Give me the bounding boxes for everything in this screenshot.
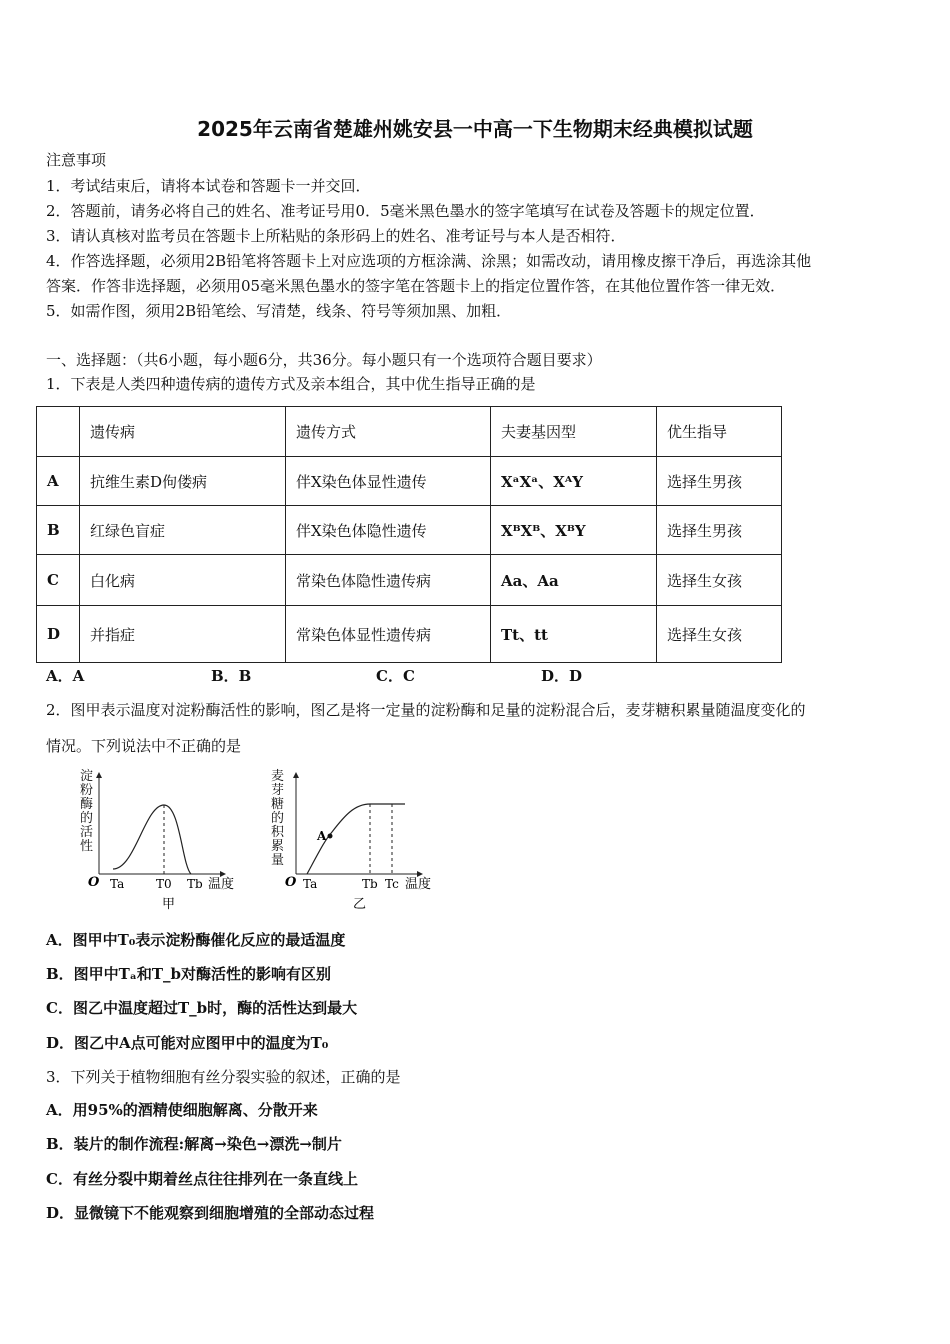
notice-item: 3．请认真核对监考员在答题卡上所粘贴的条形码上的姓名、准考证号与本人是否相符． bbox=[46, 227, 626, 245]
table-header: 优生指导 bbox=[657, 407, 782, 457]
table-cell: 选择生女孩 bbox=[657, 606, 782, 663]
q3-option: D．显微镜下不能观察到细胞增殖的全部动态过程 bbox=[46, 1204, 375, 1222]
option: C．C bbox=[376, 667, 415, 685]
y-label-yi: 麦芽糖的积累量 bbox=[271, 769, 285, 868]
option: D．D bbox=[541, 667, 583, 685]
table-cell: 红绿色盲症 bbox=[80, 506, 286, 555]
notice-item: 1．考试结束后，请将本试卷和答题卡一并交回． bbox=[46, 177, 371, 195]
tick-label: Tb bbox=[187, 877, 203, 891]
table-header-row bbox=[37, 407, 782, 457]
origin-label: O bbox=[88, 875, 100, 890]
table-header: 夫妻基因型 bbox=[491, 407, 657, 457]
option: A．A bbox=[46, 667, 85, 685]
table-row bbox=[37, 457, 782, 506]
tick-label: Ta bbox=[110, 877, 125, 891]
q3-option: B．装片的制作流程:解离→染色→漂洗→制片 bbox=[46, 1135, 342, 1153]
table-header bbox=[37, 407, 80, 457]
table-row bbox=[37, 555, 782, 606]
caption: 乙 bbox=[353, 897, 367, 912]
table-cell: Aa、Aa bbox=[491, 555, 657, 606]
option: B．B bbox=[211, 667, 252, 685]
table-cell: 抗维生素D佝偻病 bbox=[80, 457, 286, 506]
q3-stem: 3．下列关于植物细胞有丝分裂实验的叙述，正确的是 bbox=[46, 1068, 401, 1086]
table-cell: Tt、tt bbox=[491, 606, 657, 663]
q2-option: B．图甲中Tₐ和T_b对酶活性的影响有区别 bbox=[46, 965, 331, 983]
table-cell: 选择生男孩 bbox=[657, 457, 782, 506]
q1-stem: 1．下表是人类四种遗传病的遗传方式及亲本组合，其中优生指导正确的是 bbox=[46, 375, 536, 393]
q2-option: D．图乙中A点可能对应图甲中的温度为T₀ bbox=[46, 1034, 329, 1052]
notice-item: 2．答题前，请务必将自己的姓名、准考证号用0．5毫米黑色墨水的签字笔填写在试卷及答题卡的规定位置． bbox=[46, 202, 765, 220]
table-cell: XᵃXᵃ、XᴬY bbox=[491, 457, 657, 506]
q2-stem: 2．图甲表示温度对淀粉酶活性的影响，图乙是将一定量的淀粉酶和足量的淀粉混合后，麦芽糖积累量随温度变化的 bbox=[46, 701, 806, 719]
table-cell: 白化病 bbox=[80, 555, 286, 606]
table-cell: 选择生女孩 bbox=[657, 555, 782, 606]
table-row bbox=[37, 606, 782, 663]
y-label-jia: 淀粉酶的活性 bbox=[80, 769, 94, 854]
q2-stem-cont: 情况。下列说法中不正确的是 bbox=[46, 737, 242, 755]
table-cell: C bbox=[37, 555, 80, 606]
table-cell: 常染色体隐性遗传病 bbox=[286, 555, 491, 606]
table-header: 遗传病 bbox=[80, 407, 286, 457]
table-row bbox=[37, 506, 782, 555]
table-cell: 并指症 bbox=[80, 606, 286, 663]
q2-option: C．图乙中温度超过T_b时，酶的活性达到最大 bbox=[46, 999, 358, 1017]
table-cell: XᴮXᴮ、XᴮY bbox=[491, 506, 657, 555]
q1-table bbox=[36, 406, 782, 663]
point-a bbox=[328, 834, 333, 839]
section-heading: 一、选择题：（共6小题，每小题6分，共36分。每小题只有一个选项符合题目要求） bbox=[46, 351, 602, 369]
q3-option: A．用95%的酒精使细胞解离、分散开来 bbox=[46, 1101, 318, 1119]
tick-label: T0 bbox=[156, 877, 172, 891]
x-label: 温度 bbox=[405, 877, 432, 892]
tick-label: Tc bbox=[385, 877, 399, 891]
table-cell: D bbox=[37, 606, 80, 663]
figure-jia bbox=[88, 773, 234, 912]
q3-option: C．有丝分裂中期着丝点往往排列在一条直线上 bbox=[46, 1170, 358, 1188]
figure-yi bbox=[285, 773, 431, 912]
table-cell: 选择生男孩 bbox=[657, 506, 782, 555]
tick-label: Tb bbox=[362, 877, 378, 891]
notice-item: 4．作答选择题，必须用2B铅笔将答题卡上对应选项的方框涂满、涂黑；如需改动，请用橡皮擦干净后，再选涂其他 bbox=[46, 252, 812, 270]
table-cell: 伴X染色体隐性遗传 bbox=[286, 506, 491, 555]
origin-label: O bbox=[285, 875, 297, 890]
q1-options bbox=[46, 666, 706, 686]
notice-item: 答案．作答非选择题，必须用05毫米黑色墨水的签字笔在答题卡上的指定位置作答，在其他位置作答一律无效． bbox=[46, 277, 786, 295]
table-cell: 伴X染色体显性遗传 bbox=[286, 457, 491, 506]
notice-item: 5．如需作图，须用2B铅笔绘、写清楚，线条、符号等须加黑、加粗． bbox=[46, 302, 512, 320]
x-label: 温度 bbox=[208, 877, 235, 892]
table-cell: A bbox=[37, 457, 80, 506]
curve bbox=[113, 805, 191, 874]
table-cell: 常染色体显性遗传病 bbox=[286, 606, 491, 663]
caption: 甲 bbox=[162, 897, 176, 912]
q2-figure bbox=[70, 765, 450, 915]
q2-option: A．图甲中T₀表示淀粉酶催化反应的最适温度 bbox=[46, 931, 346, 949]
table-cell: B bbox=[37, 506, 80, 555]
notice-heading: 注意事项 bbox=[46, 151, 107, 169]
page-title: 2025年云南省楚雄州姚安县一中高一下生物期末经典模拟试题 bbox=[197, 117, 753, 141]
table-header: 遗传方式 bbox=[286, 407, 491, 457]
point-label: A bbox=[317, 829, 327, 843]
tick-label: Ta bbox=[303, 877, 318, 891]
